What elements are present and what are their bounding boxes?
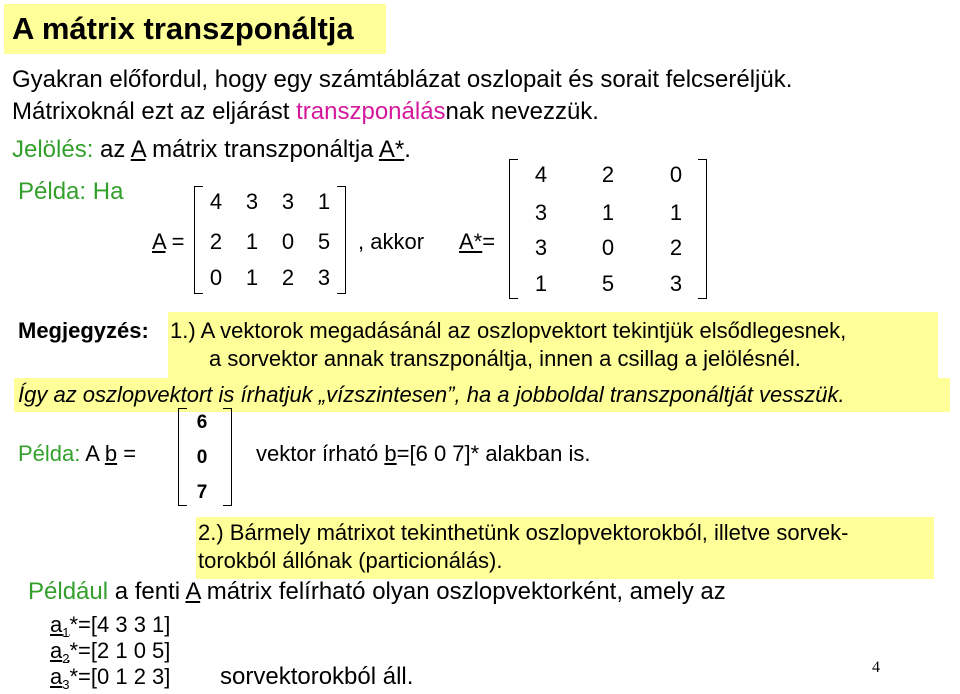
row-vector-value: *=[2 1 0 5]	[69, 638, 171, 663]
example1-intro	[18, 178, 123, 206]
matrix-a-cell: 1	[245, 265, 259, 290]
row-vector-1	[50, 612, 170, 638]
vector-b-name: b	[104, 441, 118, 466]
page-title: A mátrix transzponáltja	[4, 4, 386, 54]
matrix-at-cell: 0	[669, 162, 683, 187]
vector-b-cell: 7	[196, 482, 208, 503]
intro-text: Mátrixoknál ezt az eljárást	[12, 98, 297, 125]
example2-desc-end: =[6 0 7]* alakban is.	[396, 441, 591, 466]
row-vector-name: $a_1$	[50, 612, 70, 640]
vector-b-right-bracket	[223, 408, 232, 506]
matrix-at-cell: 3	[534, 200, 548, 225]
matrix-a-name: A	[152, 229, 166, 254]
matrix-at-cell: 4	[534, 162, 548, 187]
example3-text: a fenti	[108, 578, 186, 605]
note-label: Megjegyzés:	[18, 318, 149, 343]
example2-text: A	[80, 441, 105, 466]
matrix-a	[194, 186, 346, 294]
matrix-at-left-bracket	[509, 159, 518, 299]
matrix-at-name: A*	[459, 229, 483, 254]
notation-text-mid: mátrix transzponáltja	[145, 136, 379, 163]
vector-b-cell: 0	[196, 447, 208, 468]
matrix-a-cell: 3	[245, 189, 259, 214]
matrix-a-cell: 1	[245, 229, 259, 254]
matrix-a-cell: 3	[281, 189, 295, 214]
intro-line-1: Gyakran előfordul, hogy egy számtáblázat oszlopait és sorait felcseréljük.	[12, 66, 793, 93]
italic-note: Így az oszlopvektort is írhatjuk „vízszintesen”, ha a jobboldal transzponáltját vesszük.	[18, 382, 845, 407]
matrix-a-cell: 5	[317, 229, 331, 254]
matrix-at-cell: 1	[601, 200, 615, 225]
matrix-a-equals: =	[171, 229, 185, 254]
note1-line-1: 1.) A vektorok megadásánál az oszlopvektort tekintjük elsődlegesnek,	[170, 318, 847, 343]
row-vector-2	[50, 638, 170, 664]
notation-line	[12, 136, 411, 164]
notation-label: Jelölés:	[12, 136, 94, 163]
vector-b-cell: 6	[196, 412, 208, 433]
notation-matrix-astar: A*	[378, 136, 405, 163]
matrix-a-lhs	[152, 229, 184, 255]
example2-description	[256, 441, 591, 467]
term-transzponalas: transzponálás	[296, 98, 446, 125]
row-vector-value: *=[0 1 2 3]	[69, 664, 171, 689]
matrix-a-cell: 3	[317, 265, 331, 290]
example2-desc-text: vektor írható	[256, 441, 385, 466]
matrix-at-lhs	[459, 229, 495, 255]
matrix-at-cell: 1	[534, 271, 548, 296]
example2-intro	[18, 441, 136, 467]
example2-label: Példa:	[18, 441, 81, 466]
matrix-a-cell: 1	[317, 189, 331, 214]
row-vector-name: $a_3$	[50, 664, 70, 692]
matrix-at-cell: 1	[669, 200, 683, 225]
example3-text-end: mátrix felírható olyan oszlopvektorként, amely az	[200, 578, 726, 605]
rows-suffix: sorvektorokból áll.	[220, 663, 414, 690]
example3-line	[28, 578, 726, 606]
example1-label: Példa:	[18, 178, 87, 205]
matrix-at-cell: 2	[601, 162, 615, 187]
matrix-at-cell: 3	[534, 235, 548, 260]
row-vector-value: *=[4 3 3 1]	[69, 612, 171, 637]
matrix-at-equals: =	[482, 229, 496, 254]
notation-period: .	[404, 136, 411, 163]
matrix-a-cell: 0	[281, 229, 295, 254]
notation-text: az	[93, 136, 131, 163]
note1-line-2: a sorvektor annak transzponáltja, innen a csillag a jelölésnél.	[209, 346, 801, 371]
matrix-a-cell: 2	[209, 229, 223, 254]
row-vector-name: $a_2$	[50, 638, 70, 666]
example3-matrix-a: A	[185, 578, 201, 605]
intro-text-end: nak nevezzük.	[445, 98, 599, 125]
notation-matrix-a: A	[130, 136, 146, 163]
matrix-a-transposed	[509, 159, 707, 299]
matrix-at-right-bracket	[698, 159, 707, 299]
intro-line-2	[12, 98, 599, 126]
note2-line-1: 2.) Bármely mátrixot tekinthetünk oszlopvektorokból, illetve sorvek-	[198, 520, 849, 545]
matrix-a-cell: 4	[209, 189, 223, 214]
matrix-a-cell: 0	[209, 265, 223, 290]
example2-equals: =	[117, 441, 137, 466]
page-number: 4	[872, 659, 880, 676]
matrix-at-cell: 3	[669, 271, 683, 296]
example1-ha: Ha	[86, 178, 124, 205]
row-vector-3	[50, 664, 170, 690]
example2-desc-b: b	[384, 441, 397, 466]
matrix-at-cell: 0	[601, 235, 615, 260]
note2-line-2: torokból állónak (particionálás).	[198, 548, 503, 573]
matrix-a-cell: 2	[281, 265, 295, 290]
matrix-at-cell: 5	[601, 271, 615, 296]
example3-label: Például	[28, 578, 109, 605]
matrix-at-cell: 2	[669, 235, 683, 260]
vector-b	[178, 408, 232, 506]
akkor-text: , akkor	[358, 229, 425, 254]
